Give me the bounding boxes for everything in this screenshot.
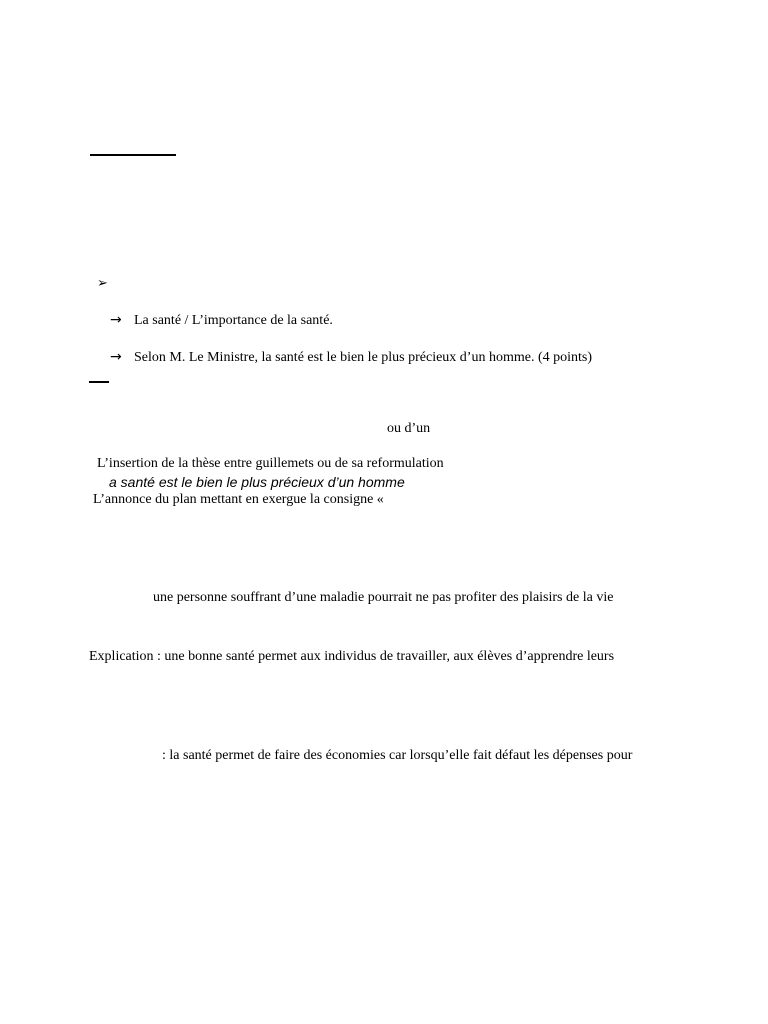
thesis-line [110, 350, 592, 365]
thesis-text: Selon M. Le Ministre, la santé est le bien le plus précieux d’un homme. (4 points) [134, 350, 593, 365]
thesis-quote-text: a santé est le bien le plus précieux d’un homme [109, 474, 405, 490]
text-fragment: ou d’un [387, 421, 431, 436]
argument-text: une personne souffrant d’une maladie pourrait ne pas profiter des plaisirs de la vie [153, 590, 614, 605]
subject-line [110, 313, 333, 328]
arrow-icon: → [110, 349, 122, 365]
arrow-icon: → [110, 312, 122, 328]
intro-criterion-text: L’insertion de la thèse entre guillemets ou de sa reformulation [97, 456, 444, 471]
plan-criterion-text: L’annonce du plan mettant en exergue la consigne « [93, 492, 384, 507]
subject-text: La santé / L’importance de la santé. [134, 313, 333, 328]
explanation-text: Explication : une bonne santé permet aux individus de travailler, aux élèves d’apprendre leurs [89, 649, 615, 664]
economy-argument-text: : la santé permet de faire des économies car lorsqu’elle fait défaut les dépenses pour [162, 748, 633, 763]
bullet-icon: ➢ [97, 276, 108, 291]
section-underline [90, 154, 176, 156]
short-dash [89, 381, 109, 383]
